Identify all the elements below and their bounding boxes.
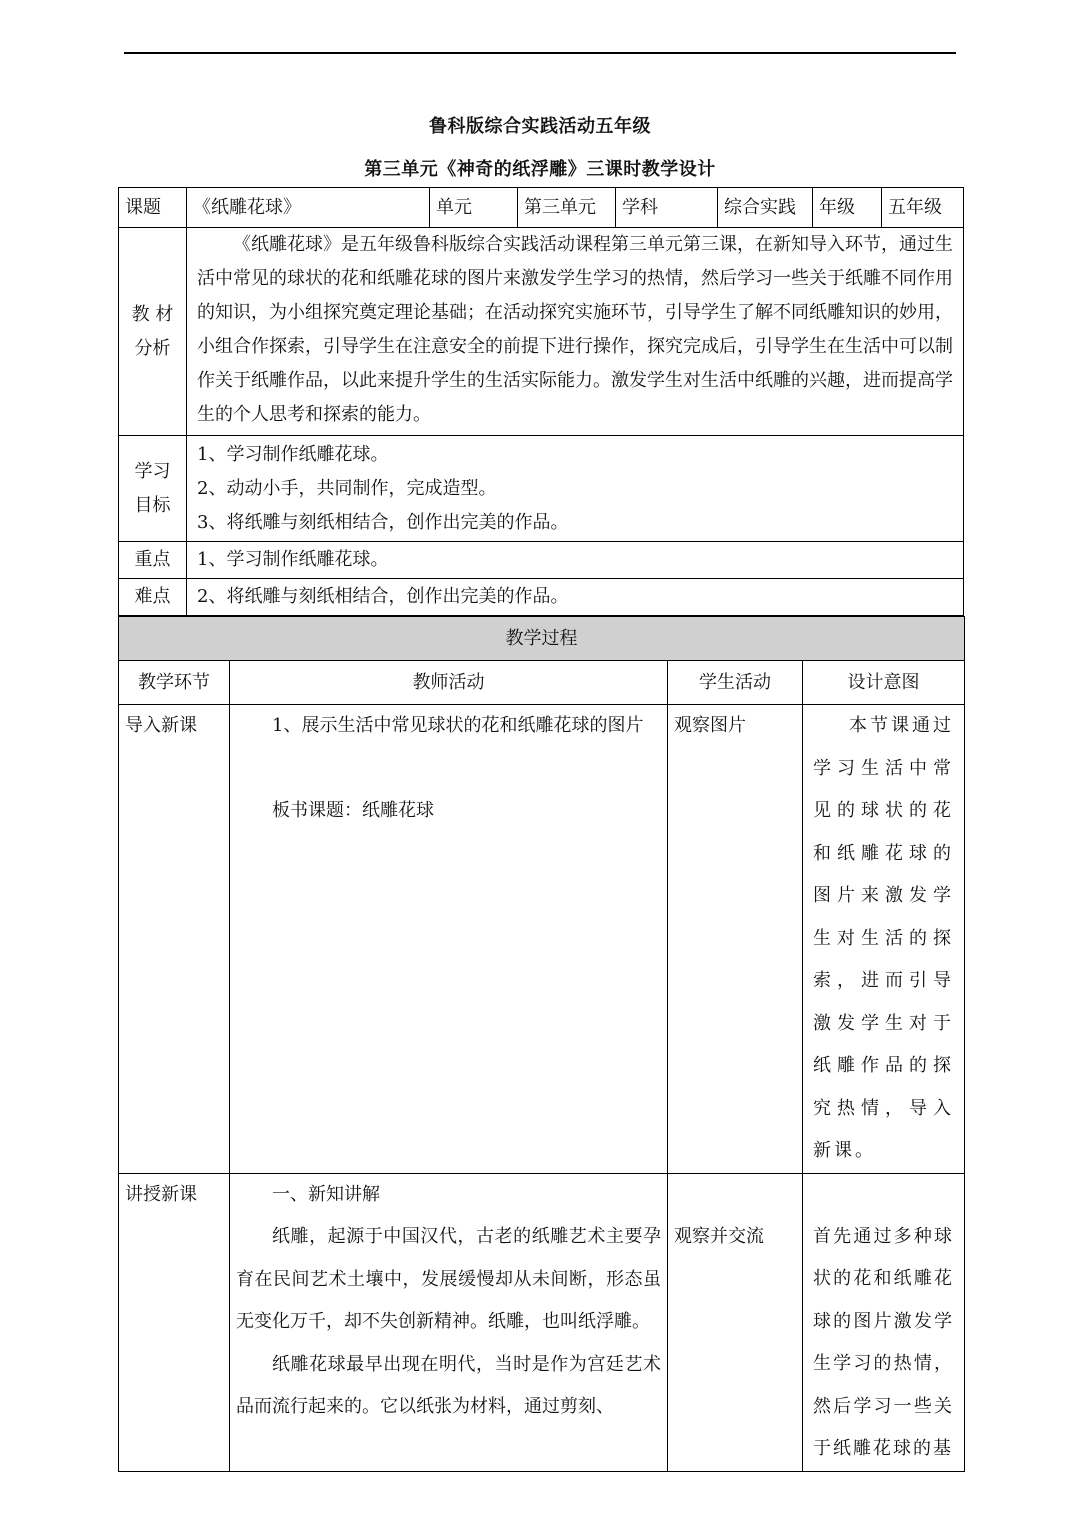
goal-item: 1、学习制作纸雕花球。 [197,443,389,465]
teacher-cell [230,705,668,1174]
info-row-key [119,542,964,579]
grade-label: 年级 [813,188,882,228]
teaching-process-table [118,616,965,1472]
subject-value: 综合实践 [718,188,813,228]
goal-item: 3、将纸雕与刻纸相结合，创作出完美的作品。 [197,511,569,533]
lesson-info-table [118,187,964,616]
teacher-paragraph: 1、展示生活中常见球状的花和纸雕花球的图片 [272,715,644,736]
unit-label: 单元 [430,188,518,228]
header-student: 学生活动 [668,661,803,705]
key-text: 1、学习制作纸雕花球。 [187,542,964,579]
process-banner: 教学过程 [119,617,965,661]
process-row-new-lesson [119,1173,965,1471]
subject-label: 学科 [616,188,718,228]
teacher-paragraph: 纸雕花球最早出现在明代，当时是作为宫廷艺术品而流行起来的。它以纸张为材料，通过剪刻、 [236,1353,661,1417]
info-row-topic [119,188,964,228]
document-title: 鲁科版综合实践活动五年级 [429,116,651,137]
process-banner-row [119,617,965,661]
difficulty-text: 2、将纸雕与刻纸相结合，创作出完美的作品。 [187,579,964,616]
unit-value: 第三单元 [518,188,616,228]
intent-paragraph: 本节课通过学习生活中常见的球状的花和纸雕花球的图片来激发学生对生活的探索，进而引导激发学生对于纸雕作品的探究热情，导入新课。 [813,715,954,1161]
info-row-analysis [119,228,964,436]
teacher-paragraph: 板书课题：纸雕花球 [272,799,434,821]
stage-cell: 讲授新课 [119,1173,230,1471]
topic-label: 课题 [119,188,187,228]
document-subtitle: 第三单元《神奇的纸浮雕》三课时教学设计 [364,159,716,180]
teacher-paragraph: 一、新知讲解 [272,1183,380,1205]
topic-value: 《纸雕花球》 [187,188,430,228]
intent-cell [803,1173,965,1471]
header-rule [124,52,956,54]
process-row-intro [119,705,965,1174]
header-stage: 教学环节 [119,661,230,705]
difficulty-label: 难点 [119,579,187,616]
student-cell: 观察并交流 [668,1173,803,1471]
info-row-goals [119,436,964,542]
student-cell: 观察图片 [668,705,803,1174]
info-row-difficulty [119,579,964,616]
goals-list [187,436,964,542]
analysis-text: 《纸雕花球》是五年级鲁科版综合实践活动课程第三单元第三课，在新知导入环节，通过生活中常见的球状的花和纸雕花球的图片来激发学生学习的热情，然后学习一些关于纸雕不同作用的知识，为小组探究奠定理论基础；在活动探究实施环节，引导学生了解不同纸雕知识的妙用，小组合作探索，引导学生在注意安全的前提下进行操作，探究完成后，引导学生在生活中可以制作关于纸雕作品，以此来提升学生的生活实际能力。激发学生对生活中纸雕的兴趣，进而提高学生的个人思考和探索的能力。 [187,228,964,436]
teacher-paragraph [236,748,661,790]
stage-cell: 导入新课 [119,705,230,1174]
analysis-label: 教 材 分析 [119,228,187,436]
key-label: 重点 [119,542,187,579]
intent-paragraph: 首先通过多种球状的花和纸雕花球的图片激发学生学习的热情，然后学习一些关于纸雕花球的基 [813,1225,954,1459]
grade-value: 五年级 [882,188,964,228]
goals-label: 学习 目标 [119,436,187,542]
goal-item: 2、动动小手，共同制作，完成造型。 [197,477,497,499]
intent-cell [803,705,965,1174]
header-intent: 设计意图 [803,661,965,705]
process-header-row [119,661,965,705]
header-teacher: 教师活动 [230,661,668,705]
teacher-paragraph: 纸雕，起源于中国汉代，古老的纸雕艺术主要孕育在民间艺术土壤中，发展缓慢却从未间断，形态虽无变化万千，却不失创新精神。纸雕，也叫纸浮雕。 [236,1226,661,1332]
teacher-cell [230,1173,668,1471]
